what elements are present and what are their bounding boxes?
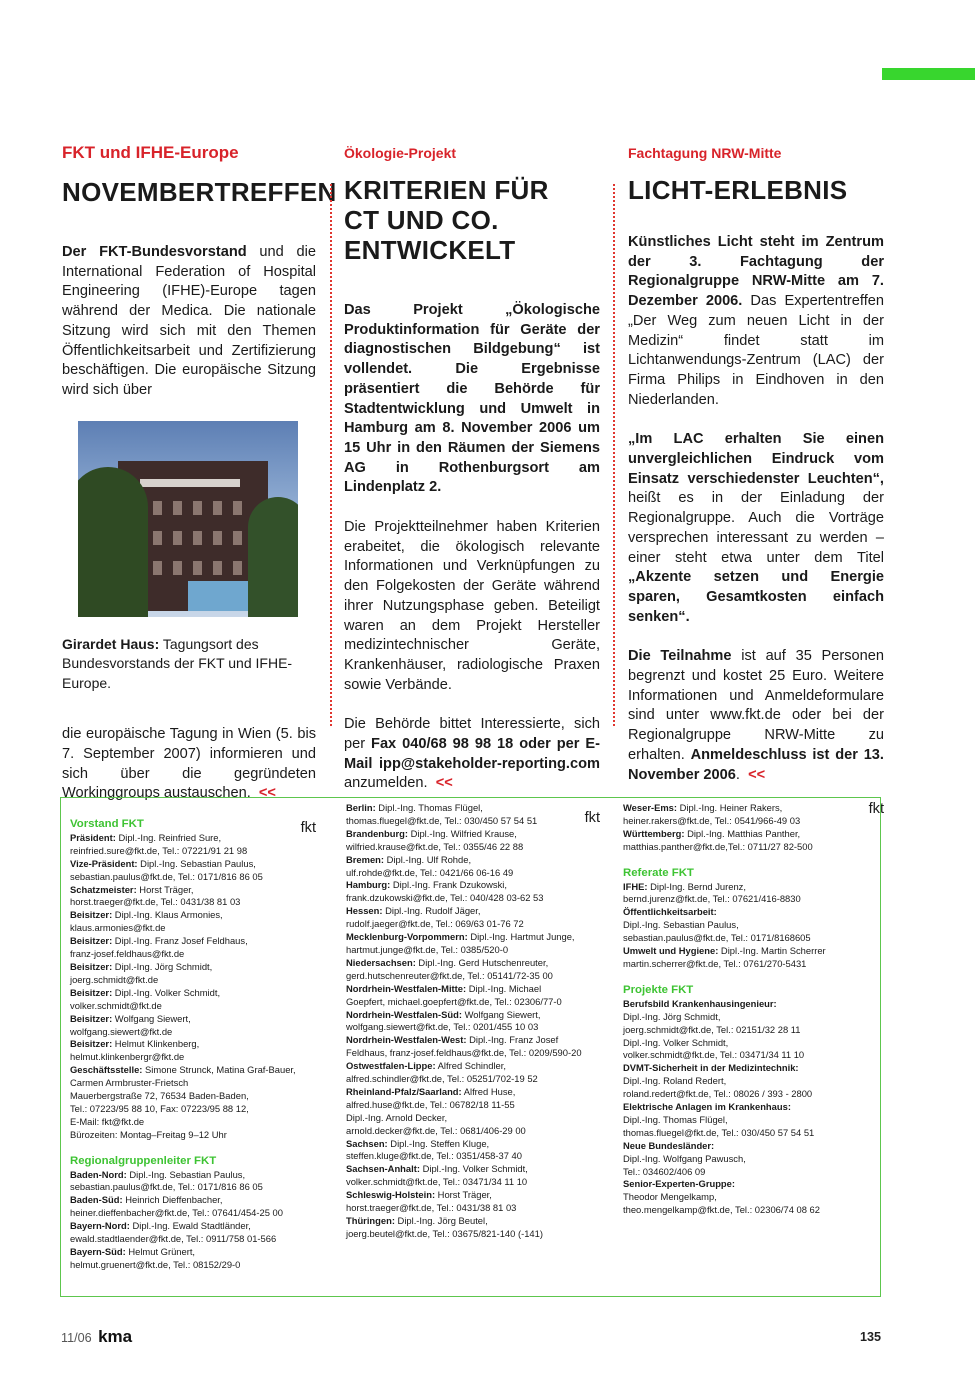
author-signature: fkt — [868, 801, 884, 818]
contact-line — [623, 932, 873, 945]
photo-caption: Girardet Haus: Tagungsort des Bundesvorstands der FKT und IFHE-Europe. — [62, 635, 293, 691]
contact-line — [623, 1049, 873, 1062]
contact-detail: thomas.fluegel@fkt.de, Tel.: 030/450 57 54 51 — [623, 1126, 815, 1138]
article-paragraph: „Im LAC erhalten Sie einen unvergleichlichen Eindruck vom Einsatz verschiedenster Leuchten“, heißt es in der Einladung der Regionalgruppe. Auch die Vorträge versprechen interessant zu werden – einer steht etwa unter dem Titel „Akzente setzen und Energie sparen, Gesamtkosten einfach senken“. — [628, 431, 884, 625]
contact-detail: wolfgang.siewert@fkt.de, Tel.: 0201/455 10 03 — [346, 1021, 539, 1033]
contact-line — [623, 919, 873, 932]
contact-detail: Goepfert, michael.goepfert@fkt.de, Tel.: 02306/77-0 — [346, 995, 562, 1007]
article-paragraph: die europäische Tagung in Wien (5. bis 7. September 2007) informieren und sich über die gegründeten Workinggroups austauschen. << — [62, 726, 316, 802]
contact-detail: horst.traeger@fkt.de, Tel.: 0431/38 81 03 — [70, 896, 241, 908]
contact-detail: Dipl.-Ing. Thomas Flügel, — [375, 802, 483, 813]
column-divider — [330, 184, 332, 726]
contact-line — [70, 1246, 332, 1259]
contact-line — [346, 996, 608, 1009]
contact-line — [70, 974, 332, 987]
contact-line — [70, 1000, 332, 1013]
contact-detail: Tel.: 07223/95 88 10, Fax: 07223/95 88 12, — [70, 1102, 249, 1114]
end-mark-icon: << — [435, 775, 453, 792]
contact-line — [70, 1103, 332, 1116]
contact-detail: klaus.armonies@fkt.de — [70, 922, 166, 934]
contact-line — [70, 1064, 332, 1077]
contact-role: Berufsbild Krankenhausingenieur: — [623, 997, 777, 1009]
contact-detail: Dipl.-Ing. Volker Schmidt, — [623, 1036, 729, 1048]
contact-line — [623, 1127, 873, 1140]
contact-line — [70, 961, 332, 974]
contact-detail: matthias.panther@fkt.de,Tel.: 0711/27 82-500 — [623, 840, 813, 852]
contact-detail: Dipl.-Ing. Gerd Hutschenreuter, — [415, 956, 549, 968]
contact-line — [623, 881, 873, 894]
contact-detail: Dipl.-Ing. Volker Schmidt, — [112, 986, 221, 998]
contact-detail: Dipl-Ing. Bernd Jurenz, — [647, 880, 746, 892]
contact-detail: arnold.decker@fkt.de, Tel.: 0681/406-29 00 — [346, 1124, 526, 1136]
contact-detail: Mauerbergstraße 72, 76534 Baden-Baden, — [70, 1090, 249, 1102]
contact-line — [70, 858, 332, 871]
contact-line — [70, 1220, 332, 1233]
contact-role: Beisitzer: — [70, 1012, 113, 1024]
article-paragraph: Die Teilnahme ist auf 35 Personen begrenzt und kostet 25 Euro. Weitere Informationen und Anmeldeformulare sind unter www.fkt.de oder bei der Regionalgruppe NRW-Mitte zu erhalten. Anmeldeschluss ist der 13. November 2006. << — [628, 648, 884, 783]
contact-role: Thüringen: — [346, 1215, 395, 1226]
contact-line — [70, 1194, 332, 1207]
article-paragraph: Die Behörde bittet Interessierte, sich per Fax 040/68 98 98 18 oder per E-Mail ipp@stakeholder-reporting.com anzumelden. << — [344, 716, 600, 792]
contact-section-heading: Referate FKT — [623, 866, 694, 879]
contact-line — [346, 1073, 608, 1086]
article-headline: NOVEMBERTREFFEN — [62, 177, 337, 207]
contact-detail: heiner.rakers@fkt.de, Tel.: 0541/966-49 03 — [623, 814, 801, 826]
contact-column-1 — [70, 818, 332, 1272]
article-licht-erlebnis — [628, 143, 884, 817]
contact-role: Präsident: — [70, 831, 116, 843]
contact-detail: alfred.huse@fkt.de, Tel.: 06782/18 11-55 — [346, 1098, 515, 1110]
article-kicker: Fachtagung NRW-Mitte — [628, 145, 782, 161]
contact-detail: Horst Träger, — [435, 1189, 492, 1201]
contact-line — [70, 1169, 332, 1182]
contact-role: Beisitzer: — [70, 935, 113, 947]
contact-line — [623, 1204, 873, 1217]
contact-line — [623, 802, 873, 815]
contact-detail: Dipl.-Ing. Sebastian Paulus, — [137, 857, 256, 869]
contact-detail: Dipl.-Ing. Ulf Rohde, — [384, 853, 472, 865]
author-signature: fkt — [584, 810, 600, 827]
contact-line — [623, 841, 873, 854]
contact-role: Beisitzer: — [70, 986, 113, 998]
contact-detail: wilfried.krause@fkt.de, Tel.: 0355/46 22 88 — [346, 840, 524, 852]
contact-role: Beisitzer: — [70, 960, 113, 972]
kma-logo: kma — [98, 1327, 133, 1346]
footer-issue: 11/06 kma — [61, 1327, 133, 1346]
contact-detail: wolfgang.siewert@fkt.de — [70, 1025, 173, 1037]
contact-role: Rheinland-Pfalz/Saarland: — [346, 1085, 462, 1097]
contact-detail: joerg.beutel@fkt.de, Tel.: 03675/821-140 (-141) — [346, 1227, 543, 1239]
article-kicker: Ökologie-Projekt — [344, 145, 457, 161]
contact-line — [623, 958, 873, 971]
contact-line — [70, 845, 332, 858]
contact-detail: Dipl.-Ing. Matthias Panther, — [684, 827, 801, 839]
contact-line — [346, 841, 608, 854]
contact-detail: Alfred Schindler, — [435, 1060, 506, 1072]
contact-role: Neue Bundesländer: — [623, 1139, 715, 1151]
contact-line — [623, 998, 873, 1011]
contact-role: Bremen: — [346, 853, 385, 865]
column-divider — [613, 184, 615, 726]
contact-role: Brandenburg: — [346, 827, 408, 839]
contact-detail: Dipl.-Ing. Reinfried Sure, — [115, 831, 222, 843]
contact-line — [346, 892, 608, 905]
contact-section-heading: Projekte FKT — [623, 983, 694, 996]
contact-role: Baden-Nord: — [70, 1168, 127, 1180]
contact-line — [623, 1153, 873, 1166]
contact-role: Nordrhein-Westfalen-Süd: — [346, 1008, 462, 1020]
contact-role: Weser-Ems: — [623, 802, 678, 813]
contact-line — [70, 948, 332, 961]
contact-line — [70, 871, 332, 884]
contact-detail: rudolf.jaeger@fkt.de, Tel.: 069/63 01-76 72 — [346, 918, 524, 930]
page-number: 135 — [859, 1330, 881, 1344]
contact-role: Niedersachsen: — [346, 956, 416, 968]
contact-line — [623, 1037, 873, 1050]
contact-detail: Dipl.-Ing. Martin Scherrer — [718, 945, 826, 957]
contact-line — [346, 944, 608, 957]
contact-detail: Wolfgang Siewert, — [112, 1012, 191, 1024]
contact-line — [623, 1088, 873, 1101]
contact-detail: Dipl.-Ing. Volker Schmidt, — [419, 1163, 528, 1175]
contact-role: Beisitzer: — [70, 1038, 113, 1050]
contact-detail: Dipl.-Ing. Wolfgang Pawusch, — [623, 1152, 746, 1164]
contact-line — [70, 884, 332, 897]
contact-detail: sebastian.paulus@fkt.de, Tel.: 0171/816 86 05 — [70, 1181, 263, 1193]
contact-line — [70, 1051, 332, 1064]
contact-line — [623, 1191, 873, 1204]
contact-line — [623, 1075, 873, 1088]
contact-detail: Feldhaus, franz-josef.feldhaus@fkt.de, Tel.: 0209/590-20 — [346, 1047, 582, 1059]
contact-detail: alfred.schindler@fkt.de, Tel.: 05251/702-19 52 — [346, 1073, 538, 1085]
contact-detail: hartmut.junge@fkt.de, Tel.: 0385/520-0 — [346, 943, 509, 955]
contact-line — [346, 970, 608, 983]
contact-detail: Tel.: 034602/406 09 — [623, 1165, 706, 1177]
contact-role: Umwelt und Hygiene: — [623, 945, 719, 957]
contact-line — [346, 1202, 608, 1215]
accent-bar — [882, 68, 975, 80]
contact-line — [346, 1150, 608, 1163]
girardet-haus-photo — [78, 421, 298, 617]
contact-line — [346, 802, 608, 815]
contact-line — [346, 957, 608, 970]
contact-detail: Dipl.-Ing. Hartmut Junge, — [467, 931, 575, 943]
contact-role: Elektrische Anlagen im Krankenhaus: — [623, 1101, 791, 1113]
contact-detail: thomas.fluegel@fkt.de, Tel.: 030/450 57 54 51 — [346, 814, 538, 826]
contact-detail: Dipl.-Ing. Franz Josef Feldhaus, — [112, 935, 248, 947]
contact-line — [346, 1021, 608, 1034]
contact-detail: franz-josef.feldhaus@fkt.de — [70, 948, 185, 960]
contact-detail: Dipl.-Ing. Franz Josef — [466, 1034, 559, 1046]
contact-line — [346, 1163, 608, 1176]
contact-detail: Heinrich Dieffenbacher, — [122, 1194, 223, 1206]
contact-line — [70, 896, 332, 909]
contact-line — [623, 906, 873, 919]
contact-detail: E-Mail: fkt@fkt.de — [70, 1115, 145, 1127]
contact-line — [346, 828, 608, 841]
contact-detail: Horst Träger, — [136, 883, 194, 895]
contact-line — [346, 1215, 608, 1228]
contact-line — [623, 945, 873, 958]
contact-line — [623, 893, 873, 906]
contact-role: Sachsen-Anhalt: — [346, 1163, 420, 1175]
contact-detail: joerg.schmidt@fkt.de — [70, 973, 159, 985]
contact-detail: roland.redert@fkt.de, Tel.: 08026 / 393 - 2800 — [623, 1088, 813, 1100]
contact-detail: helmut.gruenert@fkt.de, Tel.: 08152/29-0 — [70, 1258, 241, 1270]
contact-role: Nordrhein-Westfalen-West: — [346, 1034, 467, 1046]
contact-detail: frank.dzukowski@fkt.de, Tel.: 040/428 03-62 53 — [346, 892, 544, 904]
contact-line — [70, 1116, 332, 1129]
contact-line — [623, 1140, 873, 1153]
end-mark-icon: << — [258, 785, 276, 802]
contact-line — [623, 815, 873, 828]
contact-line — [623, 1114, 873, 1127]
contact-detail: heiner.dieffenbacher@fkt.de, Tel.: 07641/454-25 00 — [70, 1207, 283, 1219]
contact-detail: Dipl.-Ing. Jörg Schmidt, — [112, 960, 213, 972]
contact-line — [346, 879, 608, 892]
contact-line — [346, 1112, 608, 1125]
contact-detail: Dipl.-Ing. Heiner Rakers, — [677, 802, 783, 813]
contact-line — [346, 931, 608, 944]
contact-column-3 — [623, 802, 873, 1217]
contact-detail: Dipl.-Ing. Arnold Decker, — [346, 1111, 448, 1123]
contact-detail: gerd.hutschenreuter@fkt.de, Tel.: 05141/72-35 00 — [346, 969, 553, 981]
contact-detail: volker.schmidt@fkt.de, Tel.: 03471/34 11 10 — [623, 1049, 805, 1061]
contact-detail: volker.schmidt@fkt.de, Tel.: 03471/34 11 10 — [346, 1176, 528, 1188]
contact-detail: sebastian.paulus@fkt.de, Tel.: 0171/816 86 05 — [70, 870, 263, 882]
article-headline: LICHT-ERLEBNIS — [628, 175, 848, 205]
contact-detail: helmut.klinkenbergr@fkt.de — [70, 1051, 185, 1063]
contact-line — [70, 909, 332, 922]
contact-line — [346, 905, 608, 918]
contact-detail: Dipl.-Ing. Michael — [466, 982, 542, 994]
contact-line — [70, 1090, 332, 1103]
contact-detail: Carmen Armbruster-Frietsch — [70, 1077, 189, 1089]
contact-role: Baden-Süd: — [70, 1194, 123, 1206]
contact-line — [623, 1166, 873, 1179]
contact-role: Hessen: — [346, 905, 383, 917]
contact-detail: Dipl.-Ing. Thomas Flügel, — [623, 1113, 728, 1125]
contact-detail: Dipl.-Ing. Frank Dzukowski, — [390, 879, 507, 891]
contact-detail: Dipl.-Ing. Sebastian Paulus, — [623, 919, 739, 931]
contact-line — [346, 1228, 608, 1241]
contact-detail: Dipl.-Ing. Ewald Stadtländer, — [129, 1220, 251, 1232]
contact-detail: reinfried.sure@fkt.de, Tel.: 07221/91 21 98 — [70, 844, 248, 856]
contact-line — [70, 935, 332, 948]
contact-line — [346, 815, 608, 828]
contact-detail: Bürozeiten: Montag–Freitag 9–12 Uhr — [70, 1128, 227, 1140]
contact-line — [346, 1099, 608, 1112]
contact-detail: Dipl.-Ing. Rudolf Jäger, — [382, 905, 481, 917]
contact-line — [623, 1011, 873, 1024]
contact-role: Hamburg: — [346, 879, 391, 891]
contact-detail: Dipl.-Ing. Steffen Kluge, — [387, 1137, 490, 1149]
contact-role: Schatzmeister: — [70, 883, 137, 895]
contact-line — [346, 1125, 608, 1138]
contact-detail: Dipl.-Ing. Klaus Armonies, — [112, 909, 223, 921]
contact-detail: martin.scherrer@fkt.de, Tel.: 0761/270-5431 — [623, 957, 807, 969]
contact-line — [70, 1013, 332, 1026]
contact-detail: Simone Strunck, Matina Graf-Bauer, — [142, 1064, 296, 1076]
contact-line — [70, 922, 332, 935]
author-signature: fkt — [300, 819, 316, 836]
contact-detail: joerg.schmidt@fkt.de, Tel.: 02151/32 28 11 — [623, 1023, 801, 1035]
contact-role: IFHE: — [623, 880, 648, 892]
contact-detail: Alfred Huse, — [461, 1085, 516, 1097]
contact-line — [346, 867, 608, 880]
contact-line — [70, 1077, 332, 1090]
article-headline: KRITERIEN FÜR CT UND CO. ENTWICKELT — [344, 175, 549, 265]
end-mark-icon: << — [748, 766, 766, 783]
article-paragraph: Der FKT-Bundesvorstand und die International Federation of Hospital Engineering (IFHE)-Europe tagen während der Medica. Die nationale Sitzung wird sich mit den Themen Öffentlichkeitsarbeit und Zertifizierung beschäftigen. Die europäische Sitzung wird sich über — [62, 244, 317, 398]
contact-line — [623, 1178, 873, 1191]
contact-line — [70, 1129, 332, 1142]
contact-line — [70, 1026, 332, 1039]
contact-line — [623, 1101, 873, 1114]
contact-role: Vize-Präsident: — [70, 857, 138, 869]
contact-detail: Wolfgang Siewert, — [461, 1008, 541, 1020]
contact-detail: Theodor Mengelkamp, — [623, 1191, 717, 1203]
contact-role: Öffentlichkeitsarbeit: — [623, 906, 717, 918]
contact-line — [346, 1009, 608, 1022]
contact-detail: volker.schmidt@fkt.de — [70, 999, 162, 1011]
contact-detail: steffen.kluge@fkt.de, Tel.: 0351/458-37 40 — [346, 1150, 522, 1162]
article-paragraph: Die Projektteilnehmer haben Kriterien erabeitet, die ökologisch relevante Informationen und Verknüpfungen zu den Folgekosten der Geräte während ihrer Nutzungsphase geben. Beteiligt waren an dem Projekt Hersteller medizintechnischer Geräte, Krankenhäuser, radiologische Praxen sowie Verbände. — [344, 519, 600, 693]
contact-line — [346, 983, 608, 996]
contact-detail: horst.traeger@fkt.de, Tel.: 0431/38 81 03 — [346, 1202, 517, 1214]
contact-detail: theo.mengelkamp@fkt.de, Tel.: 02306/74 08 62 — [623, 1204, 820, 1216]
contact-detail: Dipl.-Ing. Wilfried Krause, — [407, 827, 517, 839]
contact-detail: Dipl.-Ing. Roland Redert, — [623, 1075, 727, 1087]
contact-line — [70, 1038, 332, 1051]
contact-line — [70, 1259, 332, 1272]
contact-detail: ewald.stadtlaender@fkt.de, Tel.: 0911/758 01-566 — [70, 1233, 277, 1245]
contact-detail: ulf.rohde@fkt.de, Tel.: 0421/66 06-16 49 — [346, 866, 514, 878]
contact-line — [623, 1062, 873, 1075]
contact-role: Senior-Experten-Gruppe: — [623, 1178, 735, 1190]
contact-role: Berlin: — [346, 802, 376, 813]
contact-detail: bernd.jurenz@fkt.de, Tel.: 07621/416-8830 — [623, 893, 801, 905]
fkt-contact-box — [60, 797, 881, 1297]
contact-column-2 — [346, 802, 608, 1241]
contact-line — [623, 1024, 873, 1037]
contact-line — [346, 1034, 608, 1047]
contact-role: Württemberg: — [623, 827, 685, 839]
contact-line — [623, 828, 873, 841]
article-oekologie — [344, 143, 600, 826]
contact-line — [346, 1176, 608, 1189]
article-paragraph: Künstliches Licht steht im Zentrum der 3. Fachtagung der Regionalgruppe NRW-Mitte am 7. Dezember 2006. Das Expertentreffen „Der Weg zum neuen Licht in der Medizin“ findet statt im Lichtanwendungs-Zentrum (LAC) der Firma Philips in Eindhoven in den Niederlanden. — [628, 234, 884, 408]
article-kicker: FKT und IFHE-Europe — [62, 143, 239, 162]
contact-detail: Dipl.-Ing. Jörg Schmidt, — [623, 1010, 721, 1022]
contact-role: Geschäftsstelle: — [70, 1064, 143, 1076]
contact-section-heading: Vorstand FKT — [70, 818, 144, 830]
contact-line — [346, 1060, 608, 1073]
contact-section-heading: Regionalgruppenleiter FKT — [70, 1154, 217, 1167]
contact-line — [70, 1181, 332, 1194]
contact-role: Sachsen: — [346, 1137, 388, 1149]
contact-line — [346, 918, 608, 931]
contact-role: Mecklenburg-Vorpommern: — [346, 931, 468, 943]
contact-role: DVMT-Sicherheit in der Medizintechnik: — [623, 1062, 799, 1074]
contact-role: Bayern-Süd: — [70, 1246, 126, 1257]
contact-line — [346, 1189, 608, 1202]
contact-line — [70, 987, 332, 1000]
contact-detail: Dipl.-Ing. Sebastian Paulus, — [126, 1168, 246, 1180]
contact-role: Ostwestfalen-Lippe: — [346, 1060, 436, 1072]
article-lead: Das Projekt „Ökologische Produktinformation für Geräte der diagnostischen Bildgebung“ ist vollendet. Die Ergebnisse präsentiert die Behörde für Stadtentwicklung und Umwelt in Hamburg am 8. November 2006 um 15 Uhr in den Räumen der Siemens AG in Rothenburgsort am Lindenplatz 2. — [344, 302, 600, 496]
contact-line — [346, 854, 608, 867]
contact-role: Beisitzer: — [70, 909, 113, 921]
contact-detail: sebastian.paulus@fkt.de, Tel.: 0171/8168605 — [623, 932, 811, 944]
contact-role: Bayern-Nord: — [70, 1220, 130, 1232]
contact-line — [346, 1086, 608, 1099]
contact-line — [346, 1138, 608, 1151]
contact-line — [346, 1047, 608, 1060]
article-fkt-ifhe — [62, 143, 337, 836]
contact-line — [70, 832, 332, 845]
contact-line — [70, 1207, 332, 1220]
contact-line — [70, 1233, 332, 1246]
contact-detail: Helmut Klinkenberg, — [112, 1038, 200, 1050]
contact-detail: Helmut Grünert, — [125, 1246, 196, 1257]
contact-role: Nordrhein-Westfalen-Mitte: — [346, 982, 467, 994]
contact-detail: Dipl.-Ing. Jörg Beutel, — [394, 1215, 488, 1226]
contact-role: Schleswig-Holstein: — [346, 1189, 436, 1201]
